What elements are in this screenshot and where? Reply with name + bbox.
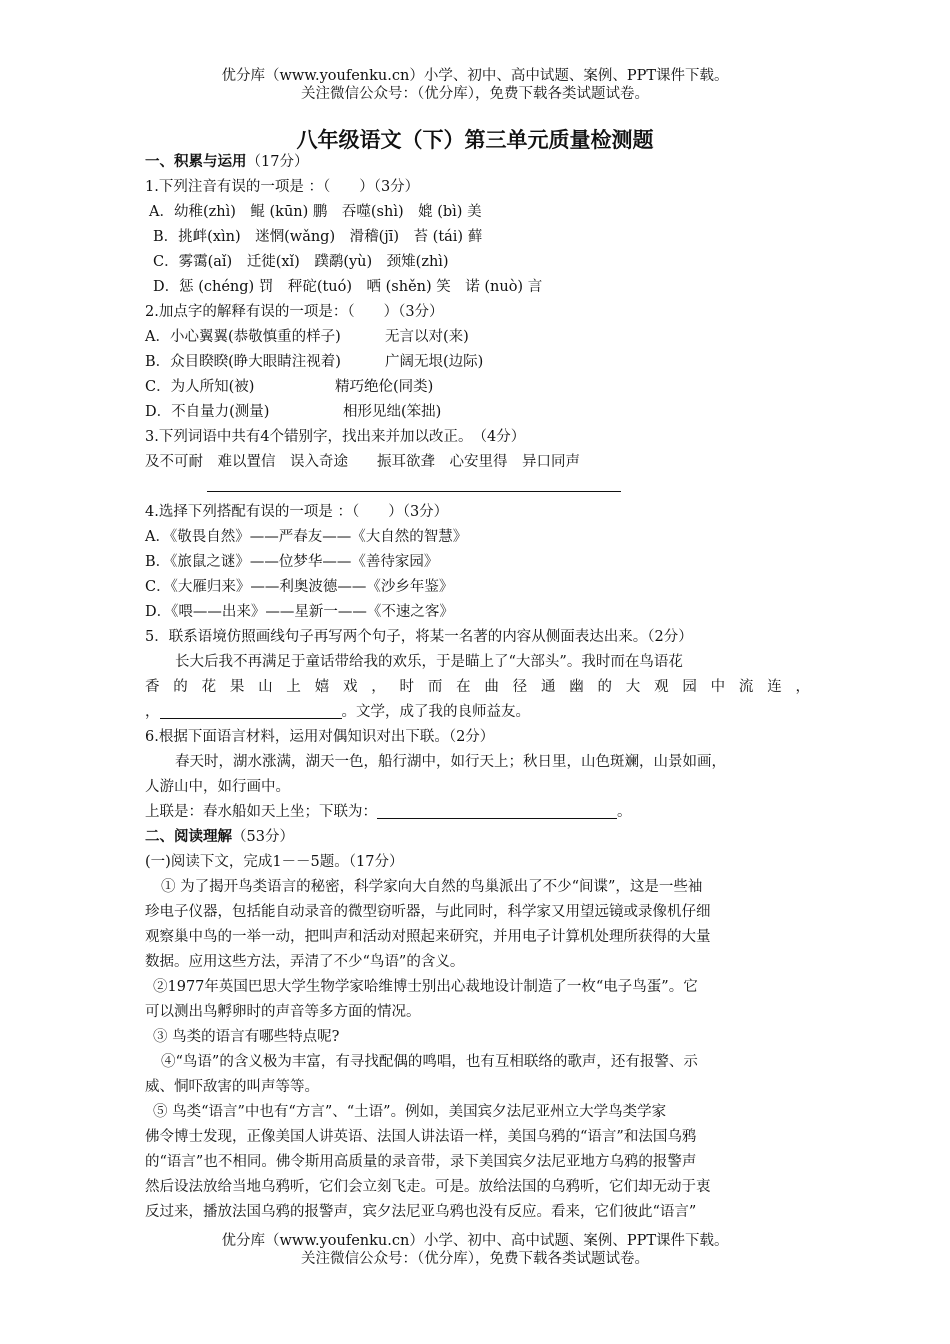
q6-couplet: 上联是：春水船如天上坐；下联为： 。	[145, 804, 632, 820]
q3-answer-space	[145, 475, 810, 500]
header-line-2: 关注微信公众号：（优分库），免费下载各类试题试卷。	[301, 86, 649, 102]
q1-option-b: B．挑衅(xìn) 迷惘(wǎng) 滑稽(jī) 苔 (tái) 藓	[153, 229, 483, 245]
q1-stem: 1.下列注音有误的一项是 ：（ ）（3分）	[145, 179, 420, 195]
q3-answer-line	[207, 491, 621, 492]
q3-words: 及不可耐 难以置信 误入奇途 振耳欲聋 心安里得 异口同声	[145, 454, 580, 470]
para4-line1: ④“鸟语”的含义极为丰富，有寻找配偶的鸣唱，也有互相联络的歌声，还有报警、示	[161, 1054, 698, 1070]
section1-heading: 一、积累与运用（17分）	[145, 154, 309, 170]
q2-option-b: B．众目睽睽(睁大眼睛注视着) 广阔无垠(边际)	[145, 354, 484, 370]
section2-heading: 二、阅读理解（53分）	[145, 829, 294, 845]
q4-option-c: C．《大雁归来》——利奥波德——《沙乡年鉴》	[145, 579, 454, 595]
q5-answer-blank	[160, 702, 342, 719]
q6-passage-line1: 春天时，湖水涨满，湖天一色，船行湖中，如行天上；秋日里，山色斑斓，山景如画，	[175, 754, 726, 770]
q1-option-d: D．惩 (chéng) 罚 秤砣(tuó) 哂 (shěn) 笑 诺 (nuò) 言	[153, 279, 543, 295]
q2-option-a: A．小心翼翼(恭敬慎重的样子) 无言以对(来)	[145, 329, 469, 345]
para1-line4: 数据。应用这些方法，弄清了不少“鸟语”的含义。	[145, 954, 465, 970]
q6-passage-line2: 人游山中，如行画中。	[145, 779, 290, 795]
para5-line2: 佛令博士发现，正像美国人讲英语、法国人讲法语一样，美国乌鸦的“语言”和法国乌鸦	[145, 1129, 697, 1145]
q4-option-b: B．《旅鼠之谜》——位梦华——《善待家园》	[145, 554, 439, 570]
q1-option-a: A．幼稚(zhì) 鲲 (kūn) 鹏 吞噬(shì) 媲 (bì) 美	[149, 204, 482, 220]
q2-option-c: C．为人所知(被) 精巧绝伦(同类)	[145, 379, 434, 395]
page-header	[0, 67, 950, 103]
q6-answer-blank	[377, 802, 617, 819]
footer-line-2: 关注微信公众号：（优分库），免费下载各类试题试卷。	[301, 1251, 649, 1267]
para1-line2: 珍电子仪器，包括能自动录音的微型窃听器，与此同时，科学家又用望远镜或录像机仔细	[145, 904, 711, 920]
q4-stem: 4.选择下列搭配有误的一项是 ：（ ）（3分）	[145, 504, 449, 520]
q3-stem: 3.下列词语中共有4个错别字，找出来并加以改正。 （4分）	[145, 429, 526, 445]
exam-body	[145, 150, 810, 1225]
q2-option-d: D．不自量力(测量) 相形见绌(笨拙)	[145, 404, 442, 420]
q2-stem: 2.加点字的解释有误的一项是：（ ）（3分）	[145, 304, 444, 320]
reading1-instruction: (一)阅读下文，完成1－－5题。（17分）	[145, 854, 404, 870]
para1-line3: 观察巢中鸟的一举一动，把叫声和活动对照起来研究，并用电子计算机处理所获得的大量	[145, 929, 711, 945]
para1-line1: ① 为了揭开鸟类语言的秘密，科学家向大自然的鸟巢派出了不少“间谍”，这是一些袖	[161, 879, 703, 895]
q5-stem: 5．联系语境仿照画线句子再写两个句子，将某一名著的内容从侧面表达出来。（2分）	[145, 629, 693, 645]
q4-option-d: D．《喂——出来》——星新一——《不速之客》	[145, 604, 454, 620]
para4-line2: 威、恫吓敌害的叫声等等。	[145, 1079, 319, 1095]
q5-passage-line3: ， 。文学，成了我的良师益友。	[145, 704, 530, 720]
footer-line-1: 优分库（www.youfenku.cn）小学、初中、高中试题、案例、PPT课件下载。	[221, 1233, 729, 1249]
q6-stem: 6.根据下面语言材料，运用对偶知识对出下联。（2分）	[145, 729, 495, 745]
q1-option-c: C．雾霭(aǐ) 迁徙(xǐ) 蹼鹬(yù) 颈雉(zhì)	[153, 254, 449, 270]
q4-option-a: A．《敬畏自然》——严春友——《大自然的智慧》	[145, 529, 468, 545]
para2-line2: 可以测出鸟孵卵时的声音等多方面的情况。	[145, 1004, 421, 1020]
para2-line1: ②1977年英国巴思大学生物学家哈维博士别出心裁地设计制造了一枚“电子鸟蛋”。它	[153, 979, 698, 995]
page-title: 八年级语文（下）第三单元质量检测题	[296, 128, 654, 152]
q5-passage-line2: 香的花果山上嬉戏，时而在曲径通幽的大观园中流连，	[145, 679, 810, 695]
header-line-1: 优分库（www.youfenku.cn）小学、初中、高中试题、案例、PPT课件下载。	[221, 68, 729, 84]
para5-line1: ⑤ 鸟类“语言”中也有“方言”、“土语”。例如，美国宾夕法尼亚州立大学鸟类学家	[153, 1104, 667, 1120]
para5-line4: 然后设法放给当地乌鸦听，它们会立刻飞走。可是。放给法国的乌鸦听，它们却无动于衷	[145, 1179, 711, 1195]
q5-passage-line1: 长大后我不再满足于童话带给我的欢乐，于是瞄上了“大部头”。我时而在鸟语花	[175, 654, 683, 670]
para5-line3: 的“语言”也不相同。佛令斯用高质量的录音带，录下美国宾夕法尼亚地方乌鸦的报警声	[145, 1154, 697, 1170]
page-footer	[0, 1232, 950, 1268]
para5-line5: 反过来，播放法国乌鸦的报警声，宾夕法尼亚乌鸦也没有反应。看来，它们彼此“语言”	[145, 1204, 697, 1220]
para3-line1: ③ 鸟类的语言有哪些特点呢?	[153, 1029, 340, 1045]
